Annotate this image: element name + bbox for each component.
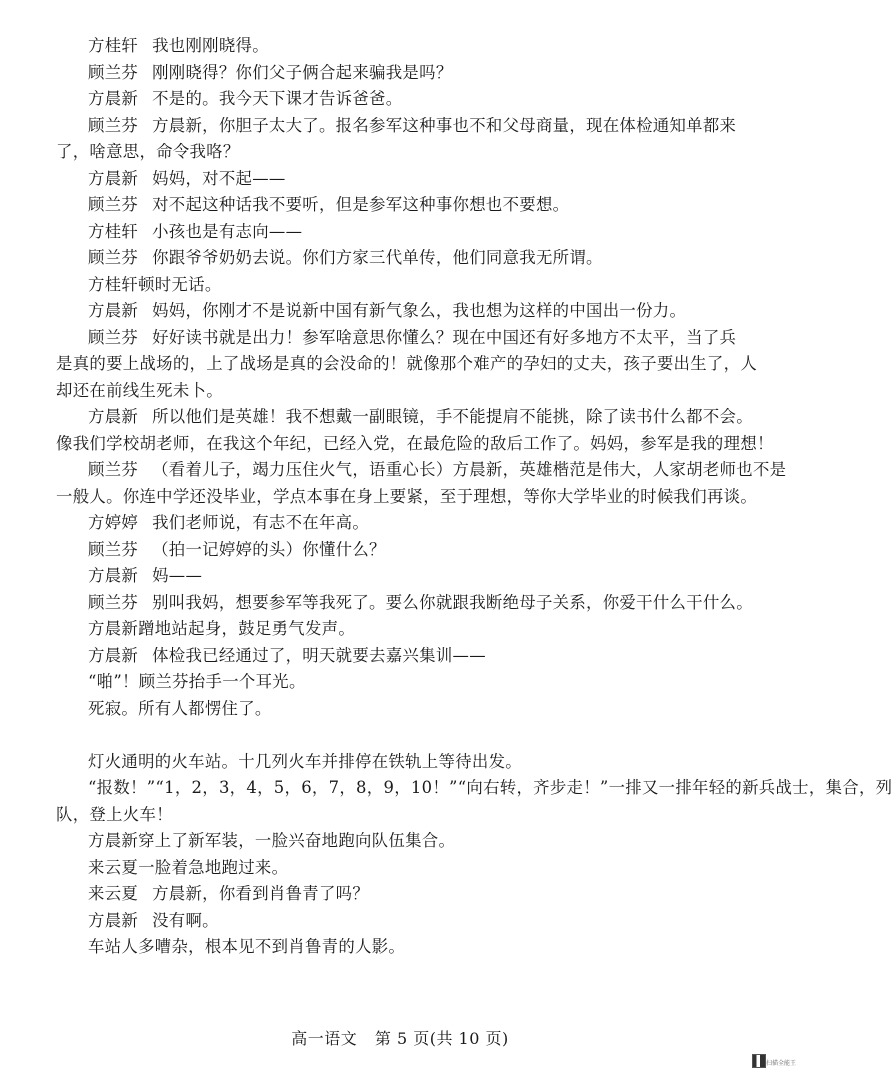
line-text: 妈妈，你刚才不是说新中国有新气象么，我也想为这样的中国出一份力。 — [152, 301, 687, 320]
line-text: 我也刚刚晓得。 — [152, 36, 269, 55]
dialogue-line — [56, 325, 744, 352]
speaker-name: 顾兰芬 — [88, 592, 139, 612]
narration-line — [56, 272, 744, 299]
dialogue-line — [56, 537, 744, 564]
narration-line — [56, 616, 744, 643]
line-text: 不是的。我今天下课才告诉爸爸。 — [152, 89, 403, 108]
script-text-body — [56, 33, 892, 961]
speaker-name: 顾兰芬 — [88, 539, 139, 559]
narration-line — [56, 431, 774, 458]
dialogue-line — [56, 192, 744, 219]
line-text: 像我们学校胡老师，在我这个年纪，已经入党，在最危险的敌后工作了。妈妈，参军是我的理想！ — [56, 433, 774, 453]
dialogue-line — [56, 166, 744, 193]
narration-line — [56, 749, 744, 776]
speaker-name: 顾兰芬 — [88, 327, 139, 347]
line-text: 我们老师说，有志不在年高。 — [152, 513, 370, 532]
qr-code-icon — [752, 1054, 766, 1068]
dialogue-line — [56, 881, 744, 908]
line-text: “啪”！顾兰芬抬手一个耳光。 — [88, 672, 306, 691]
line-text: 方桂轩顿时无话。 — [88, 274, 222, 294]
dialogue-line — [56, 86, 744, 113]
narration-line — [56, 855, 744, 882]
line-text: 没有啊。 — [152, 910, 219, 930]
footer-page-number: 第 5 页(共 10 页) — [374, 1029, 509, 1048]
line-text: 对不起这种话我不要听，但是参军这种事你想也不要想。 — [152, 195, 570, 214]
line-text: 方晨新蹭地站起身，鼓足勇气发声。 — [88, 619, 356, 638]
line-text: 别叫我妈，想要参军等我死了。要么你就跟我断绝母子关系，你爱干什么干什么。 — [152, 592, 753, 612]
scanner-watermark: 扫描全能王 — [765, 1060, 796, 1067]
narration-line — [56, 484, 758, 511]
speaker-name: 方晨新 — [88, 407, 139, 426]
line-text: 妈妈，对不起—— — [152, 168, 286, 188]
line-text: 是真的要上战场的，上了战场是真的会没命的！就像那个难产的孕妇的丈夫，孩子要出生了，人 — [56, 354, 758, 373]
dialogue-line — [56, 643, 744, 670]
speaker-name: 顾兰芬 — [88, 195, 139, 214]
speaker-name: 方桂轩 — [88, 221, 139, 241]
line-text: 好好读书就是出力！参军啥意思你懂么？现在中国还有好多地方不太平，当了兵 — [152, 327, 737, 347]
narration-line — [56, 351, 758, 378]
speaker-name: 方晨新 — [88, 89, 139, 108]
speaker-name: 顾兰芬 — [88, 115, 139, 135]
dialogue-line — [56, 404, 753, 431]
line-text: 小孩也是有志向—— — [152, 221, 303, 241]
speaker-name: 方晨新 — [88, 645, 139, 665]
narration-line — [56, 378, 744, 405]
line-text: 妈—— — [152, 566, 203, 585]
line-text: 体检我已经通过了，明天就要去嘉兴集训—— — [152, 645, 486, 665]
narration-line — [56, 828, 744, 855]
dialogue-line — [56, 113, 744, 140]
dialogue-line — [56, 298, 744, 325]
narration-line — [56, 696, 744, 723]
line-text: 你跟爷爷奶奶去说。你们方家三代单传，他们同意我无所谓。 — [152, 248, 603, 267]
speaker-name: 方晨新 — [88, 168, 139, 188]
narration-line — [56, 934, 744, 961]
line-text: （拍一记婷婷的头）你懂什么？ — [152, 539, 386, 559]
line-text: 却还在前线生死未卜。 — [56, 380, 223, 400]
speaker-name: 方晨新 — [88, 910, 139, 930]
line-text: 了，啥意思，命令我咯？ — [56, 142, 240, 161]
dialogue-line — [56, 590, 753, 617]
line-text: 来云夏一脸着急地跑过来。 — [88, 857, 289, 877]
speaker-name: 顾兰芬 — [88, 62, 139, 82]
speaker-name: 顾兰芬 — [88, 460, 139, 479]
line-text: 灯火通明的火车站。十几列火车并排停在铁轨上等待出发。 — [88, 751, 522, 771]
speaker-name: 方婷婷 — [88, 513, 139, 532]
speaker-name: 顾兰芬 — [88, 248, 139, 267]
dialogue-line — [56, 908, 744, 935]
dialogue-line — [56, 60, 744, 87]
line-text: 方晨新，你看到肖鲁青了吗？ — [152, 884, 370, 903]
footer-subject: 高一语文 — [291, 1029, 358, 1048]
speaker-name: 方晨新 — [88, 301, 139, 320]
narration-line — [56, 139, 744, 166]
dialogue-line — [56, 510, 744, 537]
line-text: 队，登上火车！ — [56, 804, 173, 824]
dialogue-line — [56, 457, 787, 484]
narration-line — [56, 669, 744, 696]
speaker-name: 方晨新 — [88, 566, 139, 585]
line-text: 车站人多嘈杂，根本见不到肖鲁青的人影。 — [88, 937, 406, 956]
speaker-name: 方桂轩 — [88, 36, 139, 55]
line-text: 一般人。你连中学还没毕业，学点本事在身上要紧，至于理想，等你大学毕业的时候我们再谈。 — [56, 486, 758, 506]
line-text: “报数！”“1，2，3，4，5，6，7，8，9，10！”“向右转，齐步走！”一排又一排年轻的新兵战士，集合，列 — [88, 778, 892, 797]
dialogue-line — [56, 219, 744, 246]
scene-break — [56, 722, 744, 749]
line-text: 方晨新，你胆子太大了。报名参军这种事也不和父母商量，现在体检通知单都来 — [152, 115, 737, 135]
narration-line — [56, 775, 892, 802]
page-footer — [0, 1026, 800, 1049]
line-text: （看着儿子，竭力压住火气，语重心长）方晨新，英雄楷范是伟大，人家胡老师也不是 — [152, 460, 787, 479]
dialogue-line — [56, 33, 744, 60]
line-text: 刚刚晓得？你们父子俩合起来骗我是吗？ — [152, 62, 453, 82]
speaker-name: 来云夏 — [88, 884, 139, 903]
dialogue-line — [56, 563, 744, 590]
line-text: 方晨新穿上了新军装，一脸兴奋地跑向队伍集合。 — [88, 831, 456, 850]
dialogue-line — [56, 245, 744, 272]
narration-line — [56, 802, 744, 829]
line-text: 死寂。所有人都愣住了。 — [88, 698, 272, 718]
line-text: 所以他们是英雄！我不想戴一副眼镜，手不能提肩不能挑，除了读书什么都不会。 — [152, 407, 753, 426]
